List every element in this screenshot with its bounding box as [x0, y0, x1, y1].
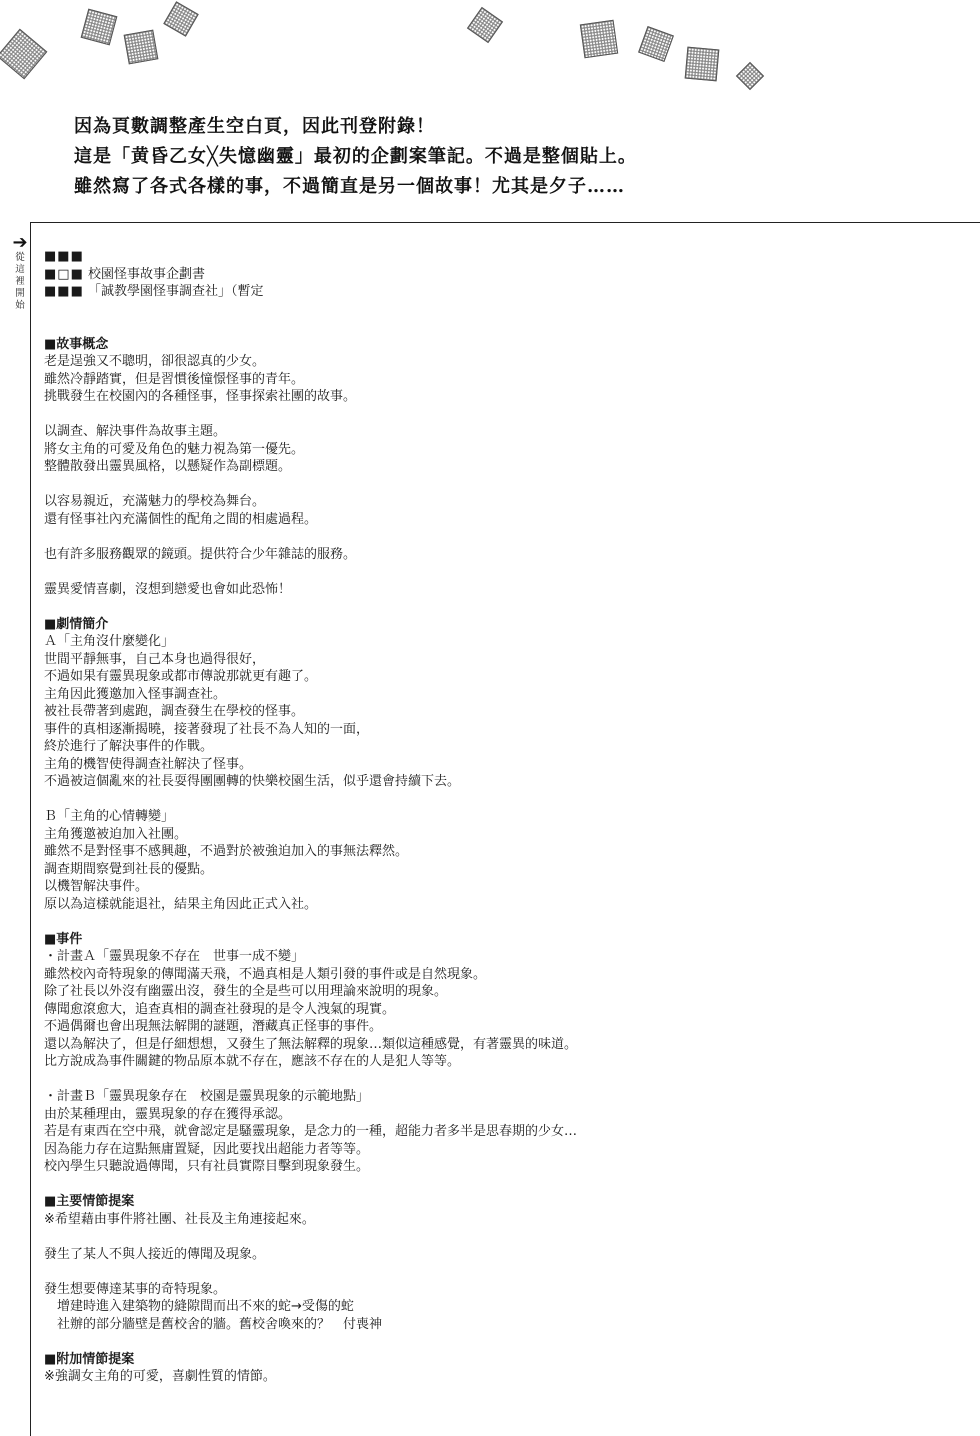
text-line: 若是有東西在空中飛，就會認定是騷靈現象，是念力的一種，超能力者多半是思春期的少女… — [44, 1124, 578, 1139]
section-heading: ■事件 — [44, 931, 83, 947]
text-line: 還有怪事社內充滿個性的配角之間的相處過程。 — [44, 511, 318, 527]
start-here-label — [10, 234, 30, 312]
text-line: 因為能力存在這點無庸置疑，因此要找出超能力者等等。 — [44, 1141, 370, 1157]
text-line: 發生了某人不與人接近的傳聞及現象。 — [44, 1246, 266, 1262]
text-line: 挑戰發生在校園內的各種怪事，怪事探索社團的故事。 — [44, 389, 357, 404]
text-line: 還以為解決了，但是仔細想想，又發生了無法解釋的現象…類似這種感覺，有著靈異的味道。 — [44, 1036, 578, 1052]
halftone-square-decoration — [0, 29, 47, 80]
halftone-square-decoration — [685, 47, 720, 82]
halftone-square-decoration — [81, 9, 118, 46]
text-line: ・計畫Ａ「靈異現象不存在 世事一成不變」 — [44, 949, 305, 964]
header-boxes: ■■■ — [44, 284, 84, 299]
section-heading: ■劇情簡介 — [44, 616, 109, 632]
handwritten-note — [74, 112, 637, 202]
text-line: 雖然校內奇特現象的傳聞滿天飛，不過真相是人類引發的事件或是自然現象。 — [44, 966, 487, 982]
text-line: 不過偶爾也會出現無法解開的謎題，潛藏真正怪事的事件。 — [44, 1019, 383, 1034]
note-line: 因為頁數調整產生空白頁，因此刊登附錄！ — [74, 116, 435, 137]
text-line: 除了社長以外沒有幽靈出沒，發生的全是些可以用理論來說明的現象。 — [44, 984, 448, 999]
header-boxes: ■■■ — [44, 249, 84, 264]
text-line: Ａ「主角沒什麼變化」 — [44, 634, 175, 649]
note-line: 這是「黄昏乙女╳失憶幽靈」最初的企劃案筆記。不過是整個貼上。 — [74, 146, 637, 167]
section-heading: ■主要情節提案 — [44, 1194, 135, 1209]
proposal-document — [44, 248, 964, 1386]
halftone-square-decoration — [736, 62, 764, 90]
text-line: 增建時進入建築物的縫隙間而出不來的蛇→受傷的蛇 — [44, 1299, 354, 1314]
arrow-right-icon: ➔ — [12, 232, 28, 253]
section-main-episodes — [44, 1193, 964, 1333]
text-line: 以調查、解決事件為故事主題。 — [44, 424, 227, 439]
halftone-square-decoration — [638, 26, 674, 62]
document-subtitle: 「誠教學園怪事調查社」（暫定 — [88, 284, 264, 299]
text-line: 以機智解決事件。 — [44, 879, 149, 894]
halftone-square-decoration — [467, 7, 503, 43]
halftone-square-decoration — [124, 30, 159, 65]
header-boxes: ■□■ — [44, 266, 84, 282]
text-line: 雖然不是對怪事不感興趣，不過對於被強迫加入的事無法釋然。 — [44, 844, 409, 859]
text-line: 主角的機智使得調查社解決了怪事。 — [44, 756, 253, 772]
text-line: 將女主角的可愛及角色的魅力視為第一優先。 — [44, 441, 305, 457]
text-line: 雖然冷靜踏實，但是習慣後憧憬怪事的青年。 — [44, 371, 305, 387]
section-heading: ■故事概念 — [44, 336, 109, 352]
text-line: 整體散發出靈異風格，以懸疑作為副標題。 — [44, 459, 292, 474]
text-line: 以容易親近，充滿魅力的學校為舞台。 — [44, 494, 266, 509]
text-line: ※強調女主角的可愛，喜劇性質的情節。 — [44, 1369, 276, 1384]
document-title: 校園怪事故事企劃書 — [88, 266, 206, 282]
text-line: Ｂ「主角的心情轉變」 — [44, 809, 175, 824]
section-story-concept — [44, 336, 964, 599]
note-line: 雖然寫了各式各樣的事，不過簡直是另一個故事！尤其是夕子…… — [74, 176, 625, 197]
text-line: 老是逞強又不聰明，卻很認真的少女。 — [44, 354, 266, 369]
vertical-label-text: 從 這 裡 開 始 — [15, 252, 25, 311]
text-line: 校內學生只聽說過傳聞，只有社員實際目擊到現象發生。 — [44, 1159, 370, 1174]
halftone-square-decoration — [580, 20, 618, 58]
text-line: 主角因此獲邀加入怪事調查社。 — [44, 686, 227, 702]
text-line: 發生想要傳達某事的奇特現象。 — [44, 1281, 227, 1297]
text-line: 事件的真相逐漸揭曉，接著發現了社長不為人知的一面， — [44, 721, 370, 737]
text-line: 終於進行了解決事件的作戰。 — [44, 739, 214, 754]
halftone-square-decoration — [163, 1, 199, 37]
text-line: 由於某種理由，靈異現象的存在獲得承認。 — [44, 1106, 292, 1122]
section-plot-summary — [44, 616, 964, 914]
text-line: 也有許多服務觀眾的鏡頭。提供符合少年雜誌的服務。 — [44, 546, 357, 562]
document-header — [44, 248, 964, 301]
text-line: 靈異愛情喜劇，沒想到戀愛也會如此恐怖！ — [44, 581, 292, 597]
text-line: 調查期間察覺到社長的優點。 — [44, 861, 214, 877]
text-line: 比方說成為事件關鍵的物品原本就不存在，應該不存在的人是犯人等等。 — [44, 1054, 461, 1069]
text-line: ・計畫Ｂ「靈異現象存在 校園是靈異現象的示範地點」 — [44, 1089, 370, 1104]
text-line: 不過被這個亂來的社長耍得團團轉的快樂校園生活，似乎還會持續下去。 — [44, 774, 461, 789]
text-line: 社辦的部分牆壁是舊校舍的牆。舊校舍喚來的？ 付喪神 — [44, 1316, 383, 1332]
text-line: 被社長帶著到處跑，調查發生在學校的怪事。 — [44, 704, 305, 719]
text-line: 傳聞愈滾愈大，追查真相的調查社發現的是令人洩氣的現實。 — [44, 1001, 396, 1017]
section-events — [44, 931, 964, 1176]
section-extra-episodes — [44, 1351, 964, 1386]
text-line: 原以為這樣就能退社，結果主角因此正式入社。 — [44, 896, 318, 912]
section-heading: ■附加情節提案 — [44, 1351, 135, 1367]
text-line: ※希望藉由事件將社團、社長及主角連接起來。 — [44, 1211, 315, 1227]
text-line: 世間平靜無事，自己本身也過得很好， — [44, 651, 266, 667]
text-line: 主角獲邀被迫加入社團。 — [44, 826, 188, 842]
text-line: 不過如果有靈異現象或都市傳說那就更有趣了。 — [44, 669, 318, 684]
